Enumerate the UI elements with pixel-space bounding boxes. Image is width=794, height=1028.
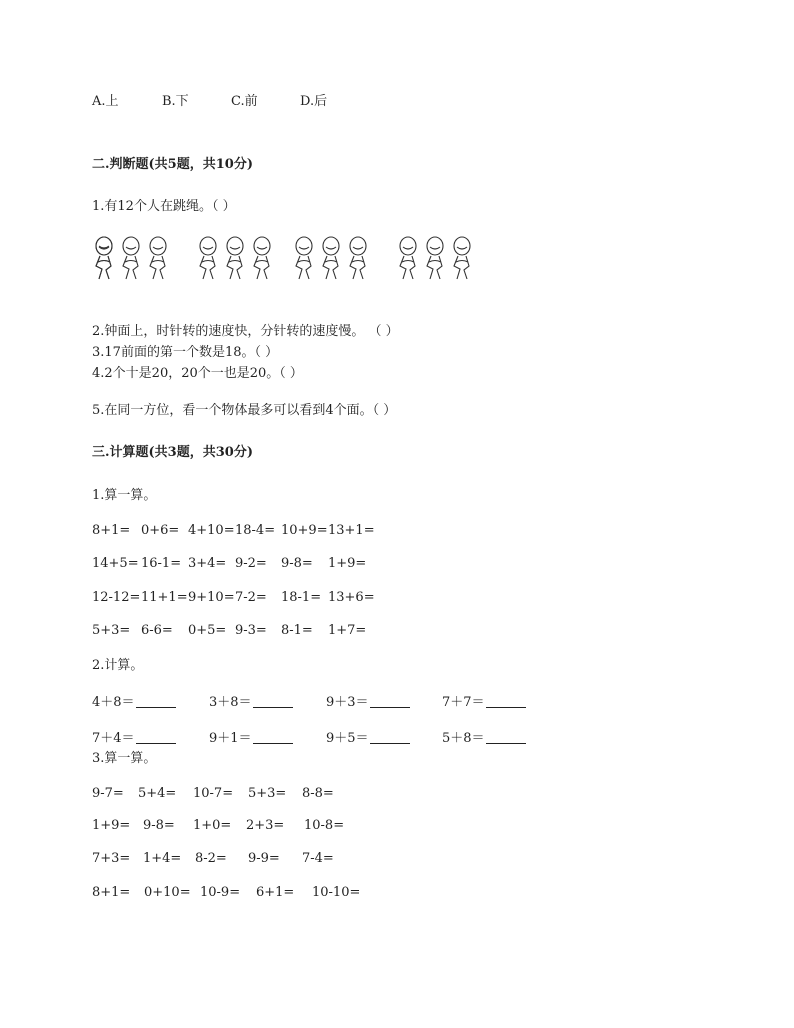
equation: 5+3=: [248, 786, 287, 801]
question-2-1: 1.有12个人在跳绳。（ ）: [92, 199, 236, 214]
equation: 7+3=: [92, 851, 131, 866]
question-3-3-label: 3.算一算。: [92, 751, 157, 766]
equation: 18-1=: [281, 590, 322, 605]
equation: 7-4=: [302, 851, 334, 866]
fill-blank-equation: [442, 730, 526, 747]
equation: 1+9=: [328, 556, 367, 571]
answer-blank[interactable]: [370, 730, 410, 744]
equation: 12-12=: [92, 590, 141, 605]
equation: 10-8=: [304, 818, 345, 833]
equation: 4+10=: [188, 523, 235, 538]
jump-rope-children-illustration: [90, 234, 480, 284]
answer-blank[interactable]: [136, 694, 176, 708]
fill-blank-equation: [326, 730, 410, 747]
fill-blank-equation: [209, 730, 293, 747]
equation: 0+5=: [188, 623, 227, 638]
equation: 0+10=: [144, 885, 191, 900]
option-d: D.后: [300, 94, 328, 109]
question-2-3: 3.17前面的第一个数是18。（ ）: [92, 345, 279, 360]
equation: 5+3=: [92, 623, 131, 638]
question-2-2: 2.钟面上，时针转的速度快，分针转的速度慢。 （ ）: [92, 324, 399, 339]
child-figure: [96, 237, 112, 279]
equation-text: 7＋7＝: [442, 695, 485, 710]
equation: 6+1=: [256, 885, 295, 900]
equation-text: 9＋3＝: [326, 695, 369, 710]
equation: 0+6=: [141, 523, 180, 538]
answer-blank[interactable]: [486, 730, 526, 744]
question-3-2-label: 2.计算。: [92, 658, 144, 673]
equation-text: 3＋8＝: [209, 695, 252, 710]
equation: 9-3=: [235, 623, 267, 638]
fill-blank-equation: [209, 694, 293, 711]
equation: 9-9=: [248, 851, 280, 866]
option-c: C.前: [231, 94, 258, 109]
equation: 10-9=: [200, 885, 241, 900]
equation: 5+4=: [138, 786, 177, 801]
equation: 1+7=: [328, 623, 367, 638]
equation: 9-2=: [235, 556, 267, 571]
equation: 10+9=: [281, 523, 328, 538]
answer-blank[interactable]: [486, 694, 526, 708]
equation: 8-2=: [195, 851, 227, 866]
equation: 3+4=: [188, 556, 227, 571]
equation-text: 5＋8＝: [442, 731, 485, 746]
answer-blank[interactable]: [253, 694, 293, 708]
equation: 9+10=: [188, 590, 235, 605]
answer-blank[interactable]: [136, 730, 176, 744]
equation-text: 9＋1＝: [209, 731, 252, 746]
equation-text: 9＋5＝: [326, 731, 369, 746]
equation: 14+5=: [92, 556, 139, 571]
equation: 1+9=: [92, 818, 131, 833]
equation: 8-1=: [281, 623, 313, 638]
fill-blank-equation: [326, 694, 410, 711]
answer-blank[interactable]: [253, 730, 293, 744]
question-3-1-label: 1.算一算。: [92, 488, 157, 503]
equation: 1+0=: [193, 818, 232, 833]
equation: 10-10=: [312, 885, 361, 900]
equation: 8+1=: [92, 523, 131, 538]
option-b: B.下: [162, 94, 189, 109]
question-2-5: 5.在同一方位，看一个物体最多可以看到4个面。（ ）: [92, 403, 397, 418]
equation: 8-8=: [302, 786, 334, 801]
equation: 6-6=: [141, 623, 173, 638]
equation-text: 4＋8＝: [92, 695, 135, 710]
option-a: A.上: [92, 94, 119, 109]
question-2-4: 4.2个十是20，20个一也是20。（ ）: [92, 366, 303, 381]
equation: 11+1=: [141, 590, 188, 605]
section-3-title: 三.计算题(共3题，共30分): [92, 445, 253, 460]
equation: 18-4=: [235, 523, 276, 538]
fill-blank-equation: [92, 694, 176, 711]
fill-blank-equation: [442, 694, 526, 711]
equation-text: 7＋4＝: [92, 731, 135, 746]
equation: 13+6=: [328, 590, 375, 605]
equation: 7-2=: [235, 590, 267, 605]
equation: 10-7=: [193, 786, 234, 801]
equation: 16-1=: [141, 556, 182, 571]
equation: 2+3=: [246, 818, 285, 833]
equation: 9-8=: [281, 556, 313, 571]
equation: 9-8=: [143, 818, 175, 833]
equation: 8+1=: [92, 885, 131, 900]
equation: 9-7=: [92, 786, 124, 801]
fill-blank-equation: [92, 730, 176, 747]
answer-blank[interactable]: [370, 694, 410, 708]
section-2-title: 二.判断题(共5题，共10分): [92, 157, 253, 172]
equation: 13+1=: [328, 523, 375, 538]
equation: 1+4=: [143, 851, 182, 866]
